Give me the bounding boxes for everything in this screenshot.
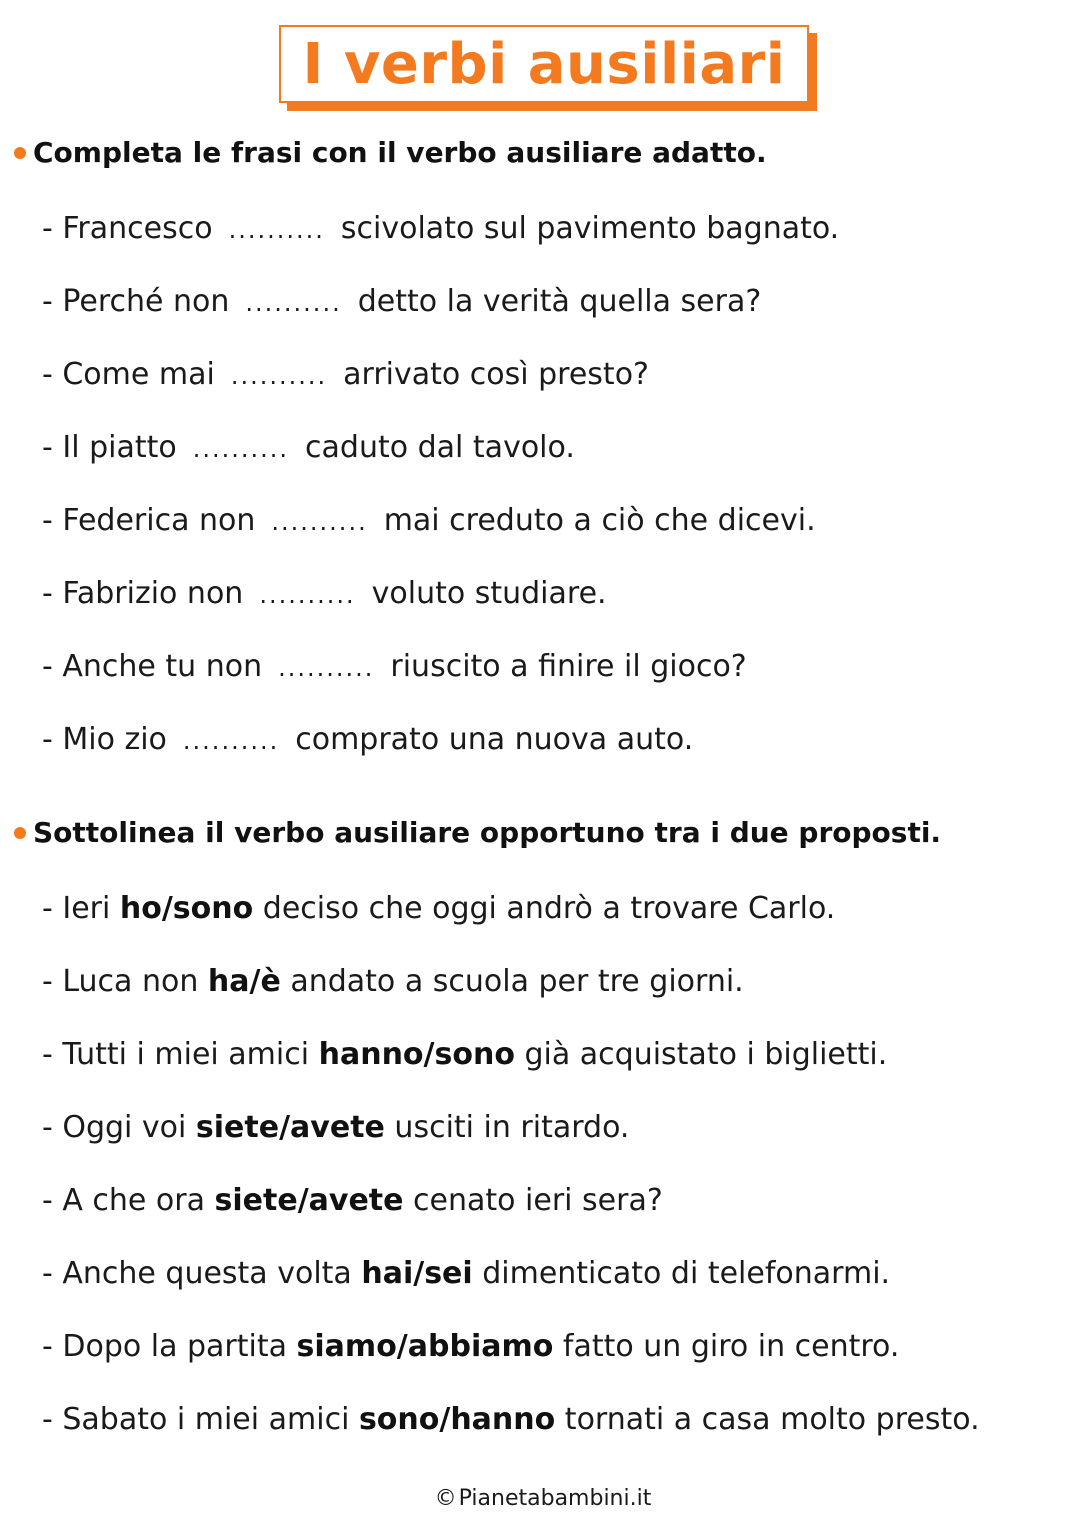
exercise2-line [42, 964, 744, 999]
exercise1-line [42, 722, 694, 757]
line-start: - Oggi voi [42, 1110, 196, 1145]
line-end: riuscito a finire il gioco? [390, 649, 747, 684]
line-start: - Francesco [42, 211, 213, 246]
line-end: detto la verità quella sera? [357, 284, 762, 319]
blank-field[interactable]: .......... [182, 727, 280, 755]
line-end: già acquistato i biglietti. [514, 1037, 888, 1072]
exercise2-line [42, 1110, 630, 1145]
line-end: deciso che oggi andrò a trovare Carlo. [253, 891, 836, 926]
blank-field[interactable]: .......... [278, 654, 375, 682]
line-end: caduto dal tavolo. [305, 430, 575, 465]
line-end: andato a scuola per tre giorni. [280, 964, 744, 999]
exercise2-line [42, 1256, 891, 1291]
auxiliary-choice[interactable]: siete/avete [195, 1110, 385, 1145]
bullet-icon [14, 147, 26, 159]
auxiliary-choice[interactable]: siete/avete [214, 1183, 404, 1218]
line-end: cenato ieri sera? [403, 1183, 663, 1218]
page-title: I verbi ausiliari [302, 31, 786, 97]
auxiliary-choice[interactable]: hai/sei [361, 1256, 473, 1291]
line-start: - Dopo la partita [42, 1329, 297, 1364]
line-end: voluto studiare. [371, 576, 607, 611]
line-start: - Come mai [42, 357, 215, 392]
line-start: - Mio zio [42, 722, 167, 757]
auxiliary-choice[interactable]: ho/sono [119, 891, 254, 926]
blank-field[interactable]: .......... [259, 581, 356, 609]
exercise2-line [42, 1402, 980, 1437]
exercise2-line [42, 1037, 888, 1072]
auxiliary-choice[interactable]: hanno/sono [318, 1037, 515, 1072]
line-start: - Il piatto [42, 430, 177, 465]
section2-heading-text: Sottolinea il verbo ausiliare opportuno tra i due proposti. [33, 816, 942, 849]
exercise1-line [42, 503, 816, 538]
section1-heading-text: Completa le frasi con il verbo ausiliare adatto. [33, 136, 767, 169]
line-start: - Sabato i miei amici [42, 1402, 359, 1437]
line-start: - Ieri [42, 891, 120, 926]
auxiliary-choice[interactable]: siamo/abbiamo [296, 1329, 554, 1364]
footer-site[interactable]: Pianetabambini.it [458, 1486, 652, 1511]
exercise1-line [42, 576, 607, 611]
line-end: comprato una nuova auto. [295, 722, 694, 757]
line-end: dimenticato di telefonarmi. [472, 1256, 891, 1291]
line-end: mai creduto a ciò che dicevi. [383, 503, 816, 538]
line-start: - Fabrizio non [42, 576, 244, 611]
line-end: usciti in ritardo. [384, 1110, 630, 1145]
blank-field[interactable]: .......... [245, 289, 342, 317]
exercise2-line [42, 1329, 900, 1364]
title-banner [279, 25, 809, 103]
title-box [279, 25, 809, 103]
exercise1-line [42, 430, 575, 465]
exercise1-line [42, 211, 840, 246]
section2-heading [14, 816, 941, 849]
section1-heading [14, 136, 767, 169]
copyright-icon: © [434, 1486, 457, 1511]
line-start: - Anche tu non [42, 649, 263, 684]
line-start: - Perché non [42, 284, 230, 319]
exercise2-line [42, 1183, 663, 1218]
bullet-icon [14, 827, 26, 839]
line-start: - Federica non [42, 503, 256, 538]
line-start: - Tutti i miei amici [42, 1037, 319, 1072]
exercise1-line [42, 284, 762, 319]
blank-field[interactable]: .......... [192, 435, 290, 463]
blank-field[interactable]: .......... [271, 508, 368, 536]
auxiliary-choice[interactable]: ha/è [207, 964, 281, 999]
blank-field[interactable]: .......... [230, 362, 328, 390]
exercise1-line [42, 357, 649, 392]
line-end: fatto un giro in centro. [553, 1329, 900, 1364]
blank-field[interactable]: .......... [228, 216, 325, 244]
exercise1-line [42, 649, 747, 684]
exercise2-line [42, 891, 836, 926]
line-end: arrivato così presto? [343, 357, 649, 392]
auxiliary-choice[interactable]: sono/hanno [358, 1402, 556, 1437]
line-start: - Luca non [42, 964, 208, 999]
line-end: scivolato sul pavimento bagnato. [340, 211, 840, 246]
line-start: - Anche questa volta [42, 1256, 362, 1291]
line-end: tornati a casa molto presto. [555, 1402, 980, 1437]
footer [0, 1486, 1086, 1511]
line-start: - A che ora [42, 1183, 215, 1218]
